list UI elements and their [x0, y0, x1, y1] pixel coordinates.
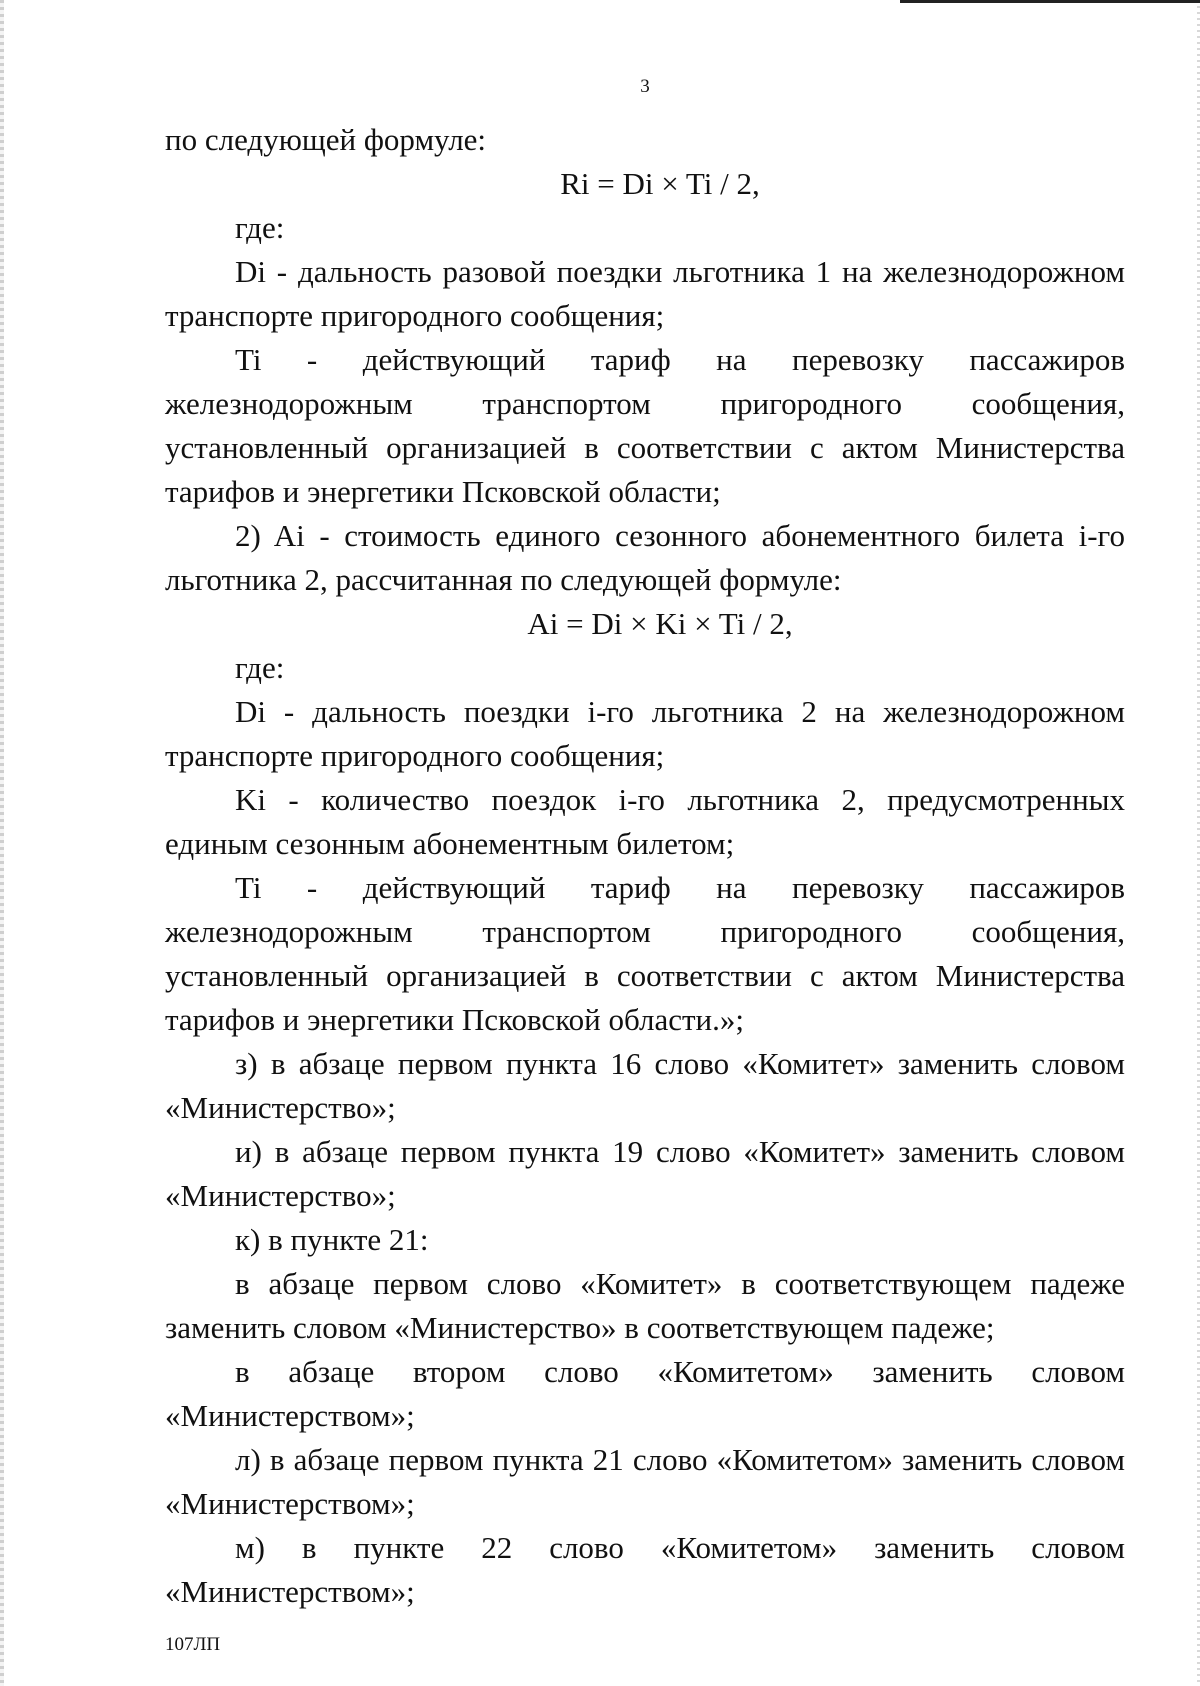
scan-edge-left: [0, 0, 4, 1686]
paragraph-ti-definition-2b: установленный организацией в соответствии с актом Министерства тарифов и энергетики Псковской области.»;: [165, 958, 1125, 1037]
paragraph-item-k-first: в абзаце первом слово «Комитет» в соответствующем падеже заменить словом «Министерство» в соответствующем падеже;: [165, 1266, 1125, 1345]
paragraph-ai-definition: 2) Ai - стоимость единого сезонного абонементного билета i-го льготника 2, рассчитанная по следующей формуле:: [165, 518, 1125, 597]
paragraph-di-definition-1: Di - дальность разовой поездки льготника 1 на железнодорожном транспорте пригородного сообщения;: [165, 254, 1125, 333]
paragraph-item-k-second: в абзаце втором слово «Комитетом» заменить словом «Министерством»;: [165, 1354, 1125, 1433]
formula-ri: Ri = Di × Ti / 2,: [560, 166, 760, 201]
document-body: [165, 118, 1125, 1614]
paragraph-ki-definition: Ki - количество поездок i-го льготника 2, предусмотренных единым сезонным абонементным билетом;: [165, 782, 1125, 861]
paragraph-ti-definition-1a: Ti - действующий тариф на перевозку пассажиров железнодорожным транспортом пригородного сообщения,: [165, 342, 1125, 421]
document-code: 107ЛП: [165, 1634, 221, 1655]
paragraph-item-i: и) в абзаце первом пункта 19 слово «Комитет» заменить словом «Министерство»;: [165, 1134, 1125, 1213]
paragraph-item-z: з) в абзаце первом пункта 16 слово «Комитет» заменить словом «Министерство»;: [165, 1046, 1125, 1125]
paragraph-di-definition-2: Di - дальность поездки i-го льготника 2 на железнодорожном транспорте пригородного сообщения;: [165, 694, 1125, 773]
paragraph-ti-definition-1b: установленный организацией в соответствии с актом Министерства тарифов и энергетики Псковской области;: [165, 430, 1125, 509]
paragraph-intro: по следующей формуле:: [165, 122, 487, 157]
paragraph-ti-definition-2a: Ti - действующий тариф на перевозку пассажиров железнодорожным транспортом пригородного сообщения,: [165, 870, 1125, 949]
paragraph-where-1: где:: [235, 210, 285, 245]
top-rule-line: [900, 0, 1200, 3]
paragraph-item-k: к) в пункте 21:: [235, 1222, 429, 1257]
page-number: 3: [640, 76, 650, 97]
formula-ai: Ai = Di × Ki × Ti / 2,: [527, 606, 793, 641]
paragraph-item-m: м) в пункте 22 слово «Комитетом» заменить словом «Министерством»;: [165, 1530, 1125, 1609]
paragraph-item-l: л) в абзаце первом пункта 21 слово «Комитетом» заменить словом «Министерством»;: [165, 1442, 1125, 1521]
paragraph-where-2: где:: [235, 650, 285, 685]
